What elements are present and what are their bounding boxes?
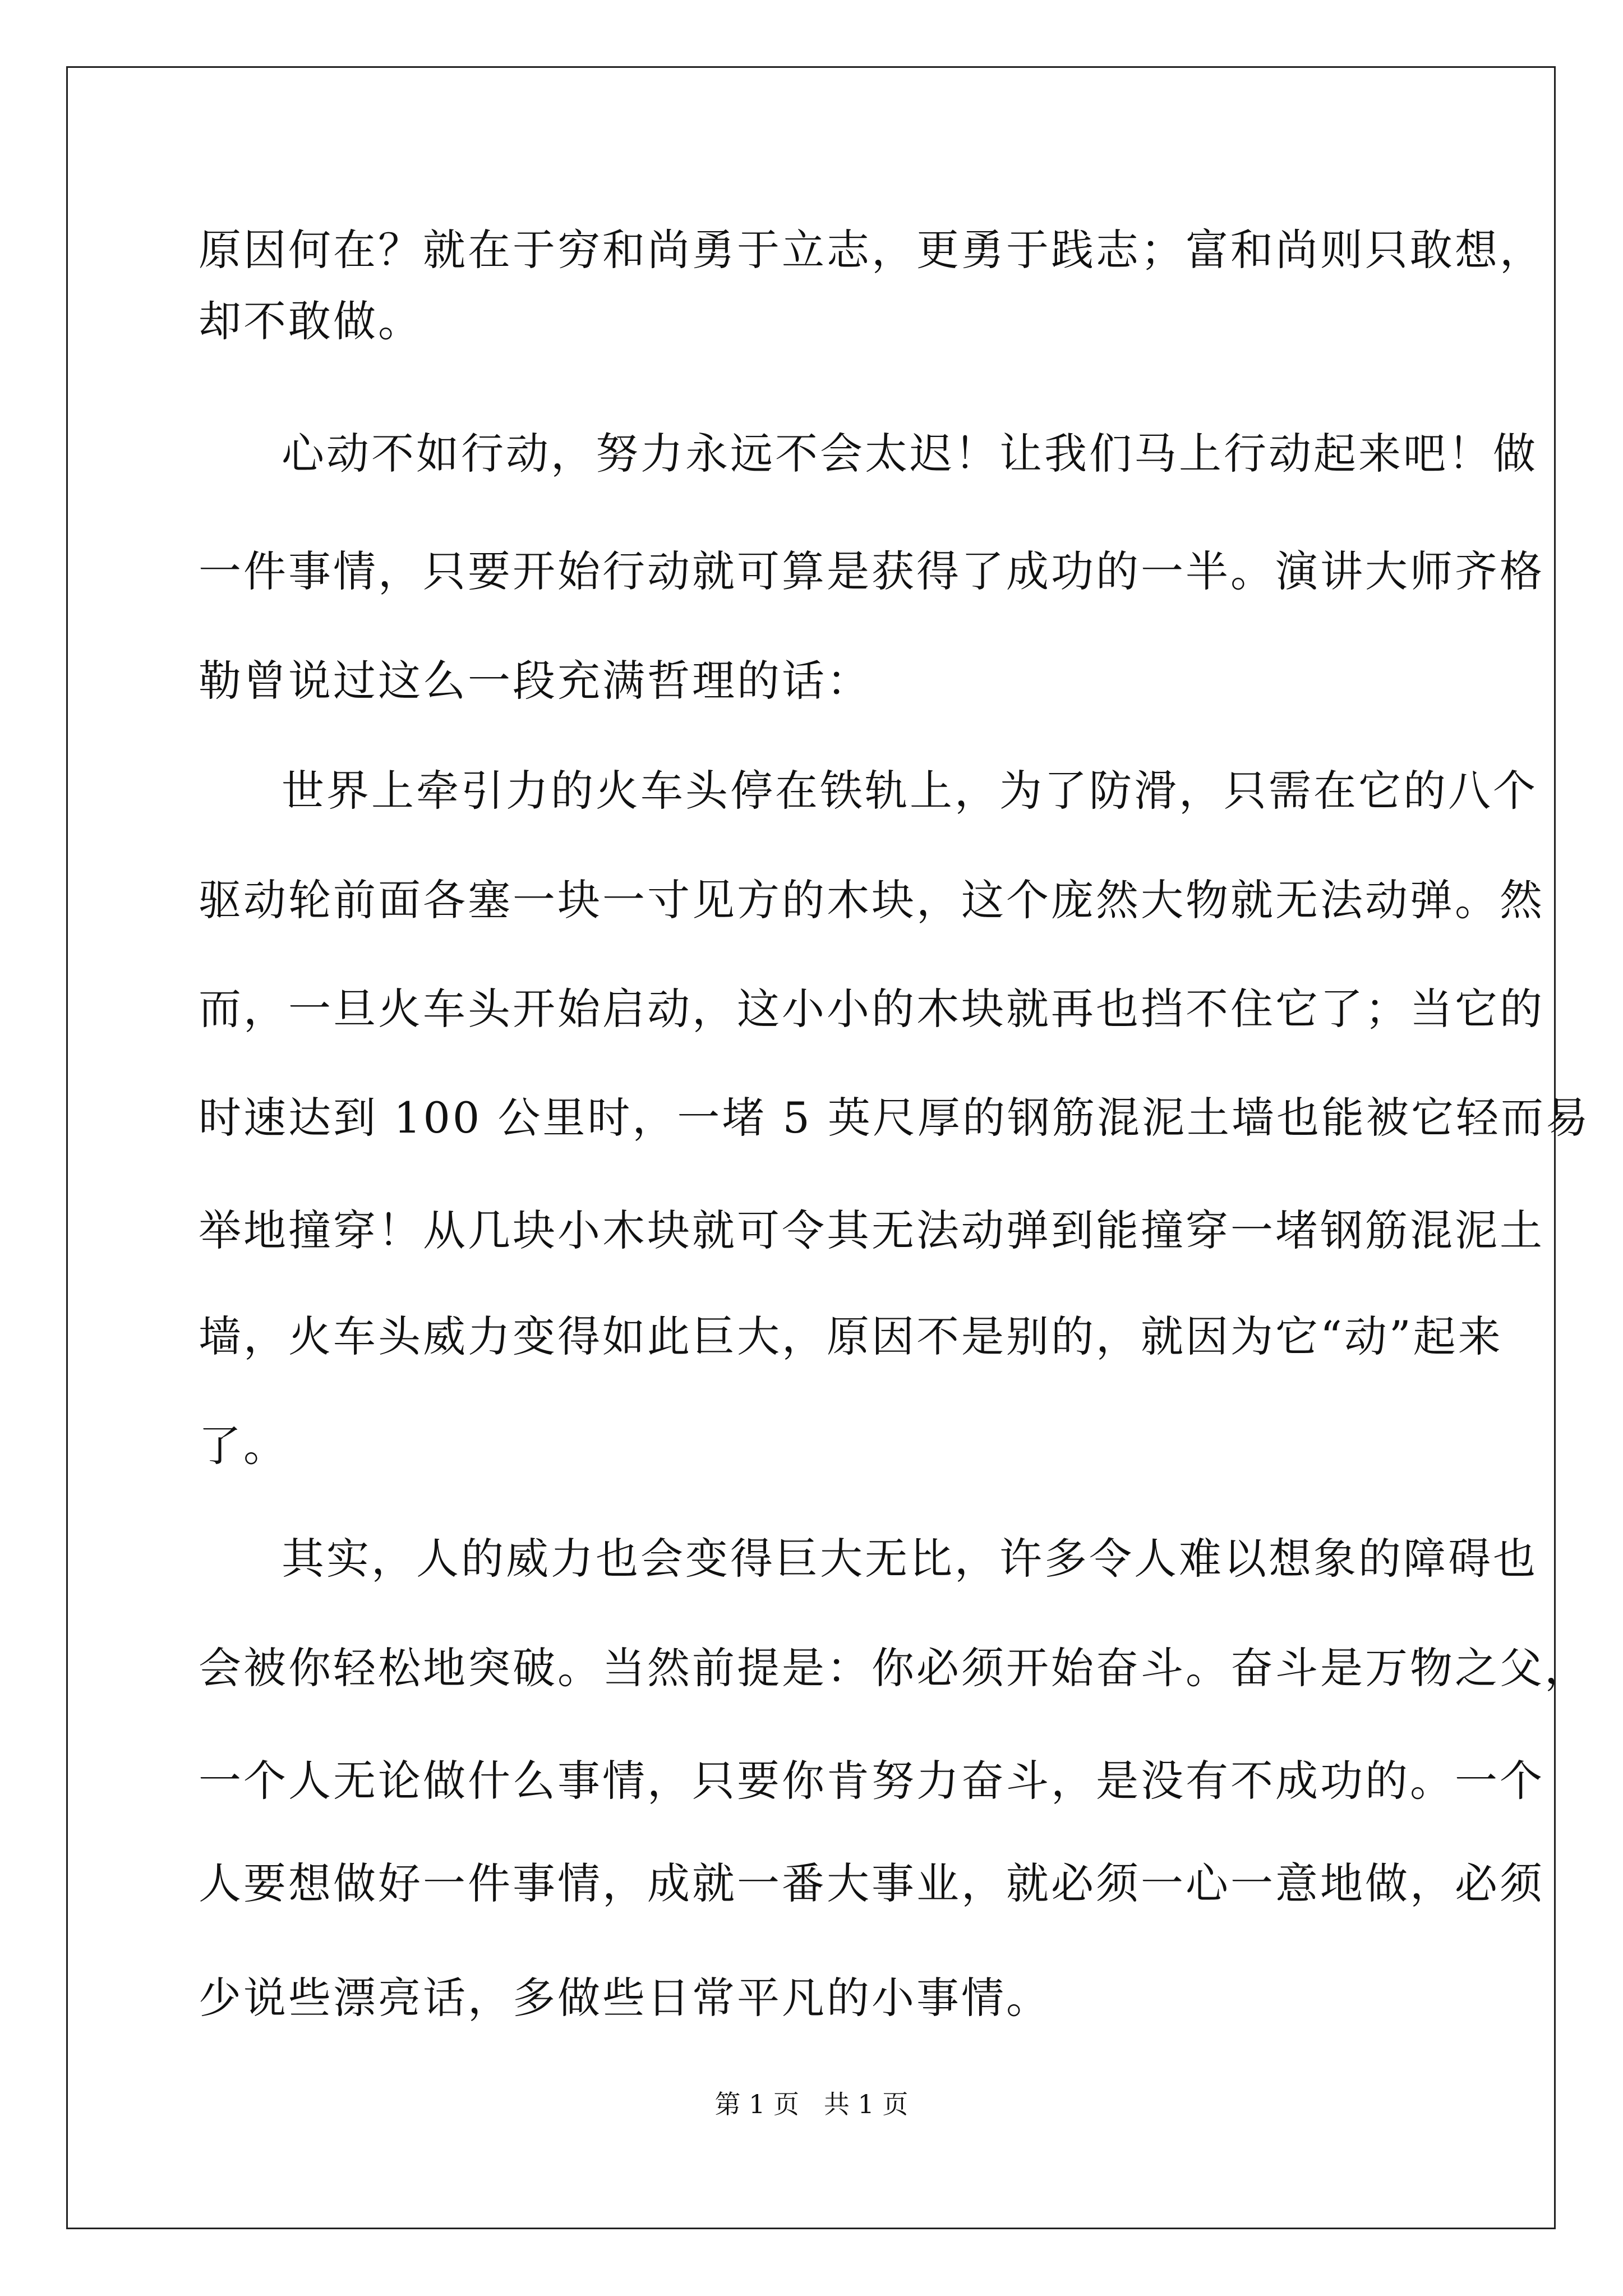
text-line: 时速达到 100 公里时，一堵 5 英尺厚的钢筋混泥土墙也能被它轻而易: [199, 1093, 1591, 1143]
paragraph-first-line: 其实，人的威力也会变得巨大无比，许多令人难以想象的障碍也: [282, 1534, 1538, 1584]
text-line: 却不敢做。: [199, 296, 423, 346]
text-line: 会被你轻松地突破。当然前提是：你必须开始奋斗。奋斗是万物之父，: [199, 1643, 1589, 1693]
text-line: 而，一旦火车头开始启动，这小小的木块就再也挡不住它了；当它的: [199, 984, 1544, 1034]
page-footer: 第 1 页 共 1 页: [714, 2089, 909, 2119]
paragraph-first-line: 心动不如行动，努力永远不会太迟！让我们马上行动起来吧！做: [282, 429, 1538, 478]
text-line: 原因何在？就在于穷和尚勇于立志，更勇于践志；富和尚则只敢想，: [199, 225, 1544, 275]
text-line: 墙，火车头威力变得如此巨大，原因不是别的，就因为它“动”起来: [199, 1312, 1503, 1361]
text-line: 举地撞穿！从几块小木块就可令其无法动弹到能撞穿一堵钢筋混泥土: [199, 1205, 1544, 1255]
text-line: 一件事情，只要开始行动就可算是获得了成功的一半。演讲大师齐格: [199, 546, 1544, 596]
paragraph-first-line: 世界上牵引力的火车头停在铁轨上，为了防滑，只需在它的八个: [282, 766, 1538, 816]
text-line: 一个人无论做什么事情，只要你肯努力奋斗，是没有不成功的。一个: [199, 1756, 1544, 1806]
text-line: 了。: [199, 1421, 288, 1471]
text-line: 少说些漂亮话，多做些日常平凡的小事情。: [199, 1973, 1051, 2023]
text-line: 人要想做好一件事情，成就一番大事业，就必须一心一意地做，必须: [199, 1858, 1544, 1908]
text-line: 驱动轮前面各塞一块一寸见方的木块，这个庞然大物就无法动弹。然: [199, 875, 1544, 925]
text-line: 勒曾说过这么一段充满哲理的话：: [199, 656, 872, 706]
